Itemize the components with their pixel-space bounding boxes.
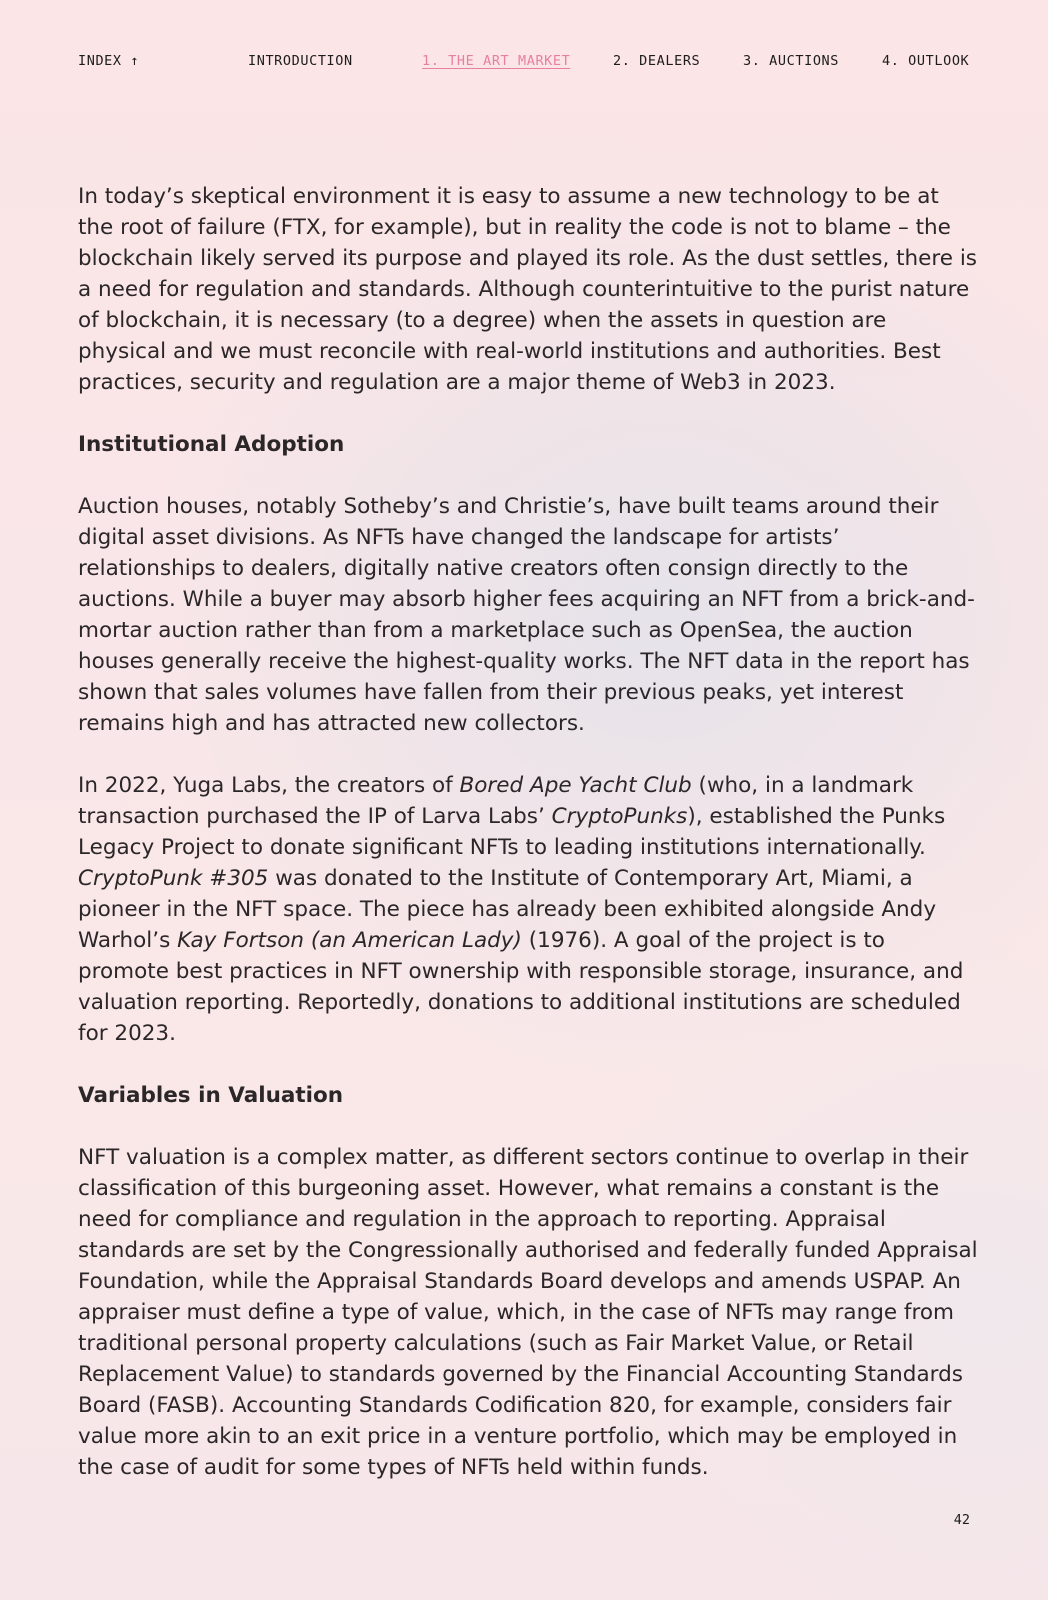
page-number: 42	[953, 1512, 970, 1528]
nav-auctions-link[interactable]: 3. AUCTIONS	[743, 53, 840, 69]
valuation-paragraph: NFT valuation is a complex matter, as different sectors continue to overlap in their classification of this burgeoning asset. However, what remains a constant is the need for compliance and regulation in the approach to reporting. Appraisal standards are set by the Congressionally authorised and federally funded Appraisal Foundation, while the Appraisal Standards Board develops and amends USPAP. An appraiser must define a type of value, which, in the case of NFTs may range from traditional personal property calculations (such as Fair Market Value, or Retail Replacement Value) to standards governed by the Financial Accounting Standards Board (FASB). Accounting Standards Codification 820, for example, considers fair value more akin to an exit price in a venture portfolio, which may be employed in the case of audit for some types of NFTs held within funds.	[78, 1145, 978, 1480]
auction-houses-paragraph: Auction houses, notably Sotheby’s and Christie’s, have built teams around their digital asset divisions. As NFTs have changed the landscape for artists’ relationships to dealers, digitally native creators often consign directly to the auctions. While a buyer may absorb higher fees acquiring an NFT from a brick-and-mortar auction rather than from a marketplace such as OpenSea, the auction houses generally receive the highest-quality works. The NFT data in the report has shown that sales volumes have fallen from their previous peaks, yet interest remains high and has attracted new collectors.	[78, 494, 975, 736]
article-body	[78, 181, 978, 1514]
nav-outlook-link[interactable]: 4. OUTLOOK	[882, 53, 970, 69]
text-segment: (1976). A goal of the project is to promote best practices in NFT ownership with responsible storage, insurance, and valuation reporting. Reportedly, donations to additional institutions are scheduled for 2023.	[78, 928, 964, 1046]
intro-paragraph: In today’s skeptical environment it is easy to assume a new technology to be at the root of failure (FTX, for example), but in reality the code is not to blame – the blockchain likely served its purpose and played its role. As the dust settles, there is a need for regulation and standards. Although counterintuitive to the purist nature of blockchain, it is necessary (to a degree) when the assets in question are physical and we must reconcile with real-world institutions and authorities. Best practices, security and regulation are a major theme of Web3 in 2023.	[78, 184, 978, 395]
section-heading-institutional-adoption: Institutional Adoption	[78, 432, 345, 457]
nav-index-link[interactable]: INDEX ↑	[78, 53, 140, 69]
nav-art-market-link[interactable]: 1. THE ART MARKET	[422, 53, 571, 69]
text-segment: (who, in a landmark transaction purchased the IP of Larva Labs’	[78, 773, 914, 829]
section-nav	[78, 53, 970, 71]
yuga-labs-paragraph	[78, 770, 978, 1049]
nav-dealers-link[interactable]: 2. DEALERS	[613, 53, 701, 69]
section-heading-variables-in-valuation: Variables in Valuation	[78, 1083, 344, 1108]
text-segment: was donated to the Institute of Contemporary Art, Miami, a pioneer in the NFT space. The piece has already been exhibited alongside Andy Warhol’s	[78, 866, 937, 953]
nav-introduction-link[interactable]: INTRODUCTION	[248, 53, 353, 69]
artwork-title: Bored Ape Yacht Club	[459, 773, 692, 798]
artwork-title: Kay Fortson (an American Lady)	[177, 928, 522, 953]
text-segment: ), established the Punks Legacy Project to donate significant NFTs to leading institutions internationally.	[78, 804, 946, 860]
artwork-title: CryptoPunks	[551, 804, 688, 829]
text-segment: In 2022, Yuga Labs, the creators of	[78, 773, 460, 798]
artwork-title: CryptoPunk #305	[78, 866, 269, 891]
